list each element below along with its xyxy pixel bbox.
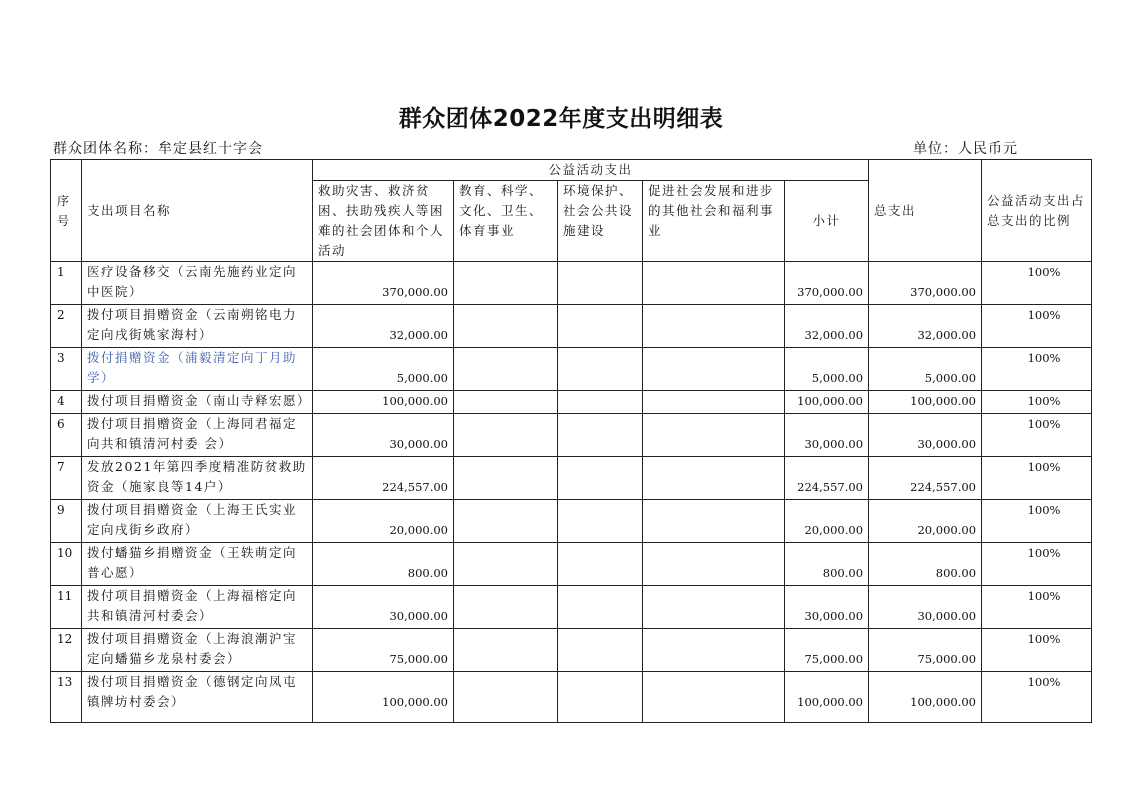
row-seq: 6 [51, 414, 82, 457]
row-total: 370,000.00 [869, 262, 982, 305]
row-environment-amount [558, 672, 643, 723]
row-total: 20,000.00 [869, 500, 982, 543]
row-social-amount [643, 629, 785, 672]
row-environment-amount [558, 457, 643, 500]
table-row [51, 586, 1092, 629]
header-social-welfare: 促进社会发展和进步的其他社会和福利事业 [643, 181, 785, 262]
row-subtotal: 20,000.00 [785, 500, 869, 543]
row-item-name: 拨付项目捐赠资金（南山寺释宏愿） [82, 391, 313, 414]
row-subtotal: 30,000.00 [785, 414, 869, 457]
row-education-amount [454, 586, 558, 629]
row-relief-amount: 224,557.00 [313, 457, 454, 500]
row-social-amount [643, 457, 785, 500]
row-education-amount [454, 348, 558, 391]
row-ratio: 100% [982, 629, 1092, 672]
row-item-name: 拨付蟠猫乡捐赠资金（王轶萌定向普心愿） [82, 543, 313, 586]
header-education: 教育、科学、文化、卫生、体育事业 [454, 181, 558, 262]
organization-name: 群众团体名称：牟定县红十字会 [53, 141, 263, 157]
row-total: 30,000.00 [869, 414, 982, 457]
row-seq: 2 [51, 305, 82, 348]
table-row [51, 348, 1092, 391]
header-relief: 救助灾害、救济贫困、扶助残疾人等困难的社会团体和个人活动 [313, 181, 454, 262]
table-row [51, 414, 1092, 457]
row-relief-amount: 30,000.00 [313, 586, 454, 629]
row-total: 800.00 [869, 543, 982, 586]
table-row [51, 305, 1092, 348]
row-environment-amount [558, 414, 643, 457]
row-environment-amount [558, 305, 643, 348]
header-subtotal: 小计 [785, 181, 869, 262]
row-subtotal: 75,000.00 [785, 629, 869, 672]
row-education-amount [454, 672, 558, 723]
row-environment-amount [558, 500, 643, 543]
row-education-amount [454, 305, 558, 348]
row-item-name: 拨付项目捐赠资金（上海福榕定向共和镇清河村委会） [82, 586, 313, 629]
row-seq: 1 [51, 262, 82, 305]
table-row [51, 262, 1092, 305]
expense-detail-table [50, 159, 1092, 723]
row-relief-amount: 800.00 [313, 543, 454, 586]
page-title: 群众团体2022年度支出明细表 [398, 106, 724, 132]
row-ratio: 100% [982, 391, 1092, 414]
currency-unit: 单位：人民币元 [913, 141, 1018, 157]
row-social-amount [643, 672, 785, 723]
row-total: 5,000.00 [869, 348, 982, 391]
row-ratio: 100% [982, 262, 1092, 305]
row-education-amount [454, 500, 558, 543]
table-row [51, 457, 1092, 500]
row-total: 224,557.00 [869, 457, 982, 500]
row-subtotal: 370,000.00 [785, 262, 869, 305]
row-seq: 9 [51, 500, 82, 543]
row-education-amount [454, 262, 558, 305]
row-ratio: 100% [982, 414, 1092, 457]
row-seq: 12 [51, 629, 82, 672]
row-social-amount [643, 543, 785, 586]
row-subtotal: 30,000.00 [785, 586, 869, 629]
row-relief-amount: 32,000.00 [313, 305, 454, 348]
row-subtotal: 100,000.00 [785, 391, 869, 414]
row-item-name: 医疗设备移交（云南先施药业定向中医院） [82, 262, 313, 305]
row-environment-amount [558, 629, 643, 672]
row-ratio: 100% [982, 305, 1092, 348]
row-ratio: 100% [982, 672, 1092, 723]
row-environment-amount [558, 348, 643, 391]
row-total: 100,000.00 [869, 391, 982, 414]
row-seq: 7 [51, 457, 82, 500]
row-education-amount [454, 629, 558, 672]
row-relief-amount: 100,000.00 [313, 391, 454, 414]
row-ratio: 100% [982, 348, 1092, 391]
row-total: 32,000.00 [869, 305, 982, 348]
row-social-amount [643, 305, 785, 348]
row-education-amount [454, 457, 558, 500]
row-subtotal: 100,000.00 [785, 672, 869, 723]
row-social-amount [643, 262, 785, 305]
row-subtotal: 224,557.00 [785, 457, 869, 500]
row-environment-amount [558, 262, 643, 305]
row-item-name: 拨付项目捐赠资金（德钢定向凤屯镇牌坊村委会） [82, 672, 313, 723]
row-relief-amount: 100,000.00 [313, 672, 454, 723]
row-seq: 11 [51, 586, 82, 629]
row-total: 75,000.00 [869, 629, 982, 672]
row-environment-amount [558, 391, 643, 414]
row-social-amount [643, 391, 785, 414]
row-item-name: 拨付项目捐赠资金（上海王氏实业定向戌街乡政府） [82, 500, 313, 543]
row-seq: 3 [51, 348, 82, 391]
row-relief-amount: 75,000.00 [313, 629, 454, 672]
header-total-expense: 总支出 [869, 160, 982, 262]
row-education-amount [454, 391, 558, 414]
row-relief-amount: 20,000.00 [313, 500, 454, 543]
table-row [51, 672, 1092, 723]
header-environment: 环境保护、社会公共设施建设 [558, 181, 643, 262]
table-row [51, 629, 1092, 672]
row-relief-amount: 30,000.00 [313, 414, 454, 457]
row-relief-amount: 5,000.00 [313, 348, 454, 391]
header-ratio: 公益活动支出占总支出的比例 [982, 160, 1092, 262]
row-subtotal: 5,000.00 [785, 348, 869, 391]
row-total: 30,000.00 [869, 586, 982, 629]
row-item-name: 拨付项目捐赠资金（云南朔铭电力定向戌街姚家海村） [82, 305, 313, 348]
row-relief-amount: 370,000.00 [313, 262, 454, 305]
header-item-name: 支出项目名称 [82, 160, 313, 262]
row-subtotal: 800.00 [785, 543, 869, 586]
row-seq: 10 [51, 543, 82, 586]
row-seq: 13 [51, 672, 82, 723]
row-social-amount [643, 500, 785, 543]
row-ratio: 100% [982, 586, 1092, 629]
header-public-welfare-group: 公益活动支出 [313, 160, 869, 181]
row-social-amount [643, 414, 785, 457]
row-social-amount [643, 348, 785, 391]
row-education-amount [454, 414, 558, 457]
row-environment-amount [558, 586, 643, 629]
row-education-amount [454, 543, 558, 586]
row-item-name: 拨付项目捐赠资金（上海同君福定向共和镇清河村委 会） [82, 414, 313, 457]
row-ratio: 100% [982, 457, 1092, 500]
row-social-amount [643, 586, 785, 629]
row-item-name: 发放2021年第四季度精准防贫救助资金（施家良等14户） [82, 457, 313, 500]
row-ratio: 100% [982, 543, 1092, 586]
row-subtotal: 32,000.00 [785, 305, 869, 348]
row-item-name: 拨付捐赠资金（浦毅清定向丁月助学） [82, 348, 313, 391]
row-seq: 4 [51, 391, 82, 414]
row-ratio: 100% [982, 500, 1092, 543]
table-row [51, 500, 1092, 543]
row-total: 100,000.00 [869, 672, 982, 723]
header-seq: 序号 [51, 160, 82, 262]
table-row [51, 391, 1092, 414]
row-item-name: 拨付项目捐赠资金（上海浪潮沪宝定向蟠猫乡龙泉村委会） [82, 629, 313, 672]
table-row [51, 543, 1092, 586]
row-environment-amount [558, 543, 643, 586]
